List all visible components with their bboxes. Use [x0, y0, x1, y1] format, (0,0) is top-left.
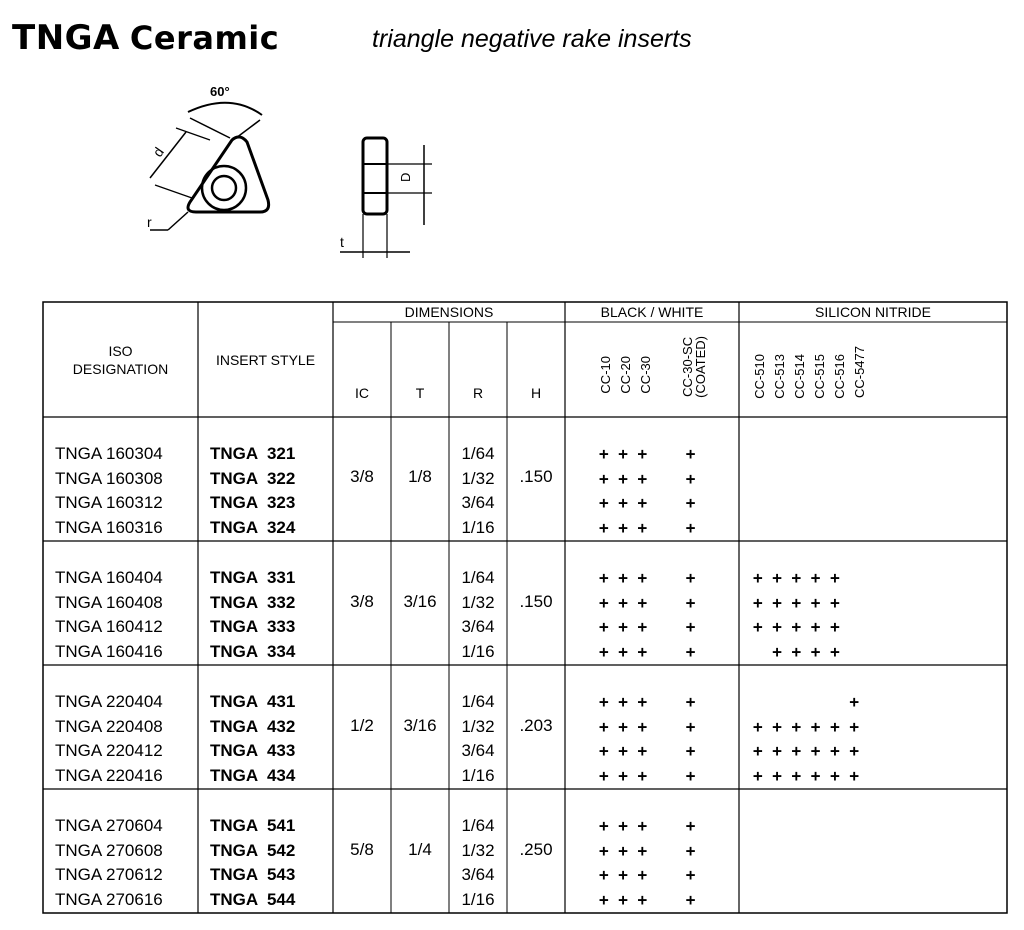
sn-availability: + + + + + — [753, 617, 840, 636]
insert-style: TNGA 432 — [210, 716, 296, 736]
sn-availability: + + + + + + — [753, 765, 859, 785]
t-value: 3/16 — [403, 592, 437, 611]
title-main: TNGA — [12, 18, 120, 58]
h-value: .150 — [519, 467, 553, 486]
col-iso-header: ISO DESIGNATION — [72, 343, 169, 377]
sn-availability: + + + + + + — [753, 716, 859, 736]
angle-label: 60° — [210, 84, 230, 99]
bw-availability: + + + + — [599, 468, 696, 488]
r-value: 1/64 — [461, 568, 495, 587]
bw-availability: + + + + — [599, 493, 696, 512]
insert-style: TNGA 333 — [210, 617, 296, 636]
sn-availability: + + + + — [753, 641, 840, 661]
h-value: .150 — [519, 592, 553, 611]
r-value: 1/16 — [461, 517, 495, 537]
bw-availability: + + + + — [599, 692, 696, 711]
bw-availability: + + + + — [599, 641, 696, 661]
insert-style: TNGA 542 — [210, 840, 296, 860]
insert-style: TNGA 544 — [210, 889, 296, 909]
insert-diagram — [0, 0, 1024, 300]
sn-availability: + + + + + — [753, 592, 840, 612]
r-label: r — [147, 214, 152, 230]
bw-grade-2: CC-20 — [618, 356, 633, 394]
col-h-header: H — [530, 385, 542, 401]
insert-style: TNGA 324 — [210, 517, 296, 537]
bw-availability: + + + + — [599, 865, 696, 884]
insert-style: TNGA 433 — [210, 741, 296, 760]
insert-style: TNGA 543 — [210, 865, 296, 884]
r-value: 1/32 — [461, 840, 495, 860]
insert-style: TNGA 431 — [210, 692, 296, 711]
insert-style: TNGA 434 — [210, 765, 296, 785]
page-subtitle: triangle negative rake inserts — [372, 25, 692, 53]
h-value: .203 — [519, 716, 553, 735]
iso-designation: TNGA 220408 — [55, 716, 163, 736]
bw-availability: + + + + — [599, 444, 696, 463]
insert-style: TNGA 331 — [210, 568, 296, 587]
iso-designation: TNGA 160308 — [55, 468, 163, 488]
col-t-header: T — [415, 385, 425, 401]
bw-availability: + + + + — [599, 741, 696, 760]
sn-grade-2: CC-513 — [772, 354, 787, 399]
col-style-header: INSERT STYLE — [215, 352, 316, 368]
bw-availability: + + + + — [599, 592, 696, 612]
t-value: 1/8 — [408, 467, 432, 486]
iso-designation: TNGA 160312 — [55, 493, 163, 512]
sn-grade-5: CC-516 — [832, 354, 847, 399]
bw-availability: + + + + — [599, 517, 696, 537]
insert-style: TNGA 334 — [210, 641, 296, 661]
ic-value: 1/2 — [350, 716, 374, 735]
D-label: D — [398, 172, 413, 182]
iso-designation: TNGA 270616 — [55, 889, 163, 909]
r-value: 1/32 — [461, 716, 495, 736]
bw-availability: + + + + — [599, 889, 696, 909]
sn-availability: + + + + + — [753, 568, 840, 587]
iso-designation: TNGA 160412 — [55, 617, 163, 636]
t-value: 1/4 — [408, 840, 432, 859]
sn-grade-1: CC-510 — [752, 354, 767, 399]
col-ic-header: IC — [355, 385, 369, 401]
iso-designation: TNGA 270612 — [55, 865, 163, 884]
r-value: 1/16 — [461, 889, 495, 909]
t-label: t — [340, 234, 344, 250]
triangle-insert-shape — [188, 137, 269, 212]
group-sn-header: SILICON NITRIDE — [815, 304, 931, 320]
bw-availability: + + + + — [599, 840, 696, 860]
iso-designation: TNGA 160408 — [55, 592, 163, 612]
group-bw-header: BLACK / WHITE — [600, 304, 704, 320]
bw-availability: + + + + — [599, 765, 696, 785]
ic-value: 3/8 — [350, 592, 374, 611]
iso-designation: TNGA 160316 — [55, 517, 163, 537]
insert-style: TNGA 323 — [210, 493, 296, 512]
h-value: .250 — [519, 840, 553, 859]
ic-value: 3/8 — [350, 467, 374, 486]
bw-grade-1: CC-10 — [598, 356, 613, 394]
r-value: 1/64 — [461, 444, 495, 463]
sn-availability: + + + + + + — [753, 741, 859, 760]
sn-availability: + — [753, 692, 859, 711]
iso-designation: TNGA 220404 — [55, 692, 163, 711]
insert-style: TNGA 541 — [210, 816, 296, 835]
insert-style: TNGA 332 — [210, 592, 296, 612]
bw-grade-4: CC-30-SC (COATED) — [680, 336, 708, 398]
bw-availability: + + + + — [599, 568, 696, 587]
iso-designation: TNGA 160304 — [55, 444, 163, 463]
sn-grade-4: CC-515 — [812, 354, 827, 399]
r-value: 1/32 — [461, 468, 495, 488]
group-dimensions-header: DIMENSIONS — [404, 304, 494, 320]
col-r-header: R — [472, 385, 484, 401]
insert-style: TNGA 322 — [210, 468, 296, 488]
r-value: 1/64 — [461, 692, 495, 711]
r-value: 1/32 — [461, 592, 495, 612]
iso-designation: TNGA 220416 — [55, 765, 163, 785]
r-value: 3/64 — [461, 741, 495, 760]
iso-designation: TNGA 220412 — [55, 741, 163, 760]
iso-designation: TNGA 270608 — [55, 840, 163, 860]
iso-designation: TNGA 270604 — [55, 816, 163, 835]
r-value: 3/64 — [461, 493, 495, 512]
insert-style: TNGA 321 — [210, 444, 296, 463]
d-label: d — [149, 144, 167, 160]
angle-arc — [188, 103, 262, 115]
bw-grade-3: CC-30 — [638, 356, 653, 394]
sn-grade-6: CC-5477 — [852, 346, 867, 399]
iso-designation: TNGA 160404 — [55, 568, 163, 587]
bw-availability: + + + + — [599, 816, 696, 835]
ic-value: 5/8 — [350, 840, 374, 859]
r-value: 1/16 — [461, 765, 495, 785]
bw-availability: + + + + — [599, 617, 696, 636]
r-value: 1/64 — [461, 816, 495, 835]
insert-hole-inner — [212, 176, 236, 200]
side-view-shape — [363, 138, 387, 214]
bw-availability: + + + + — [599, 716, 696, 736]
iso-designation: TNGA 160416 — [55, 641, 163, 661]
sn-grade-3: CC-514 — [792, 354, 807, 399]
r-value: 3/64 — [461, 865, 495, 884]
t-value: 3/16 — [403, 716, 437, 735]
r-value: 1/16 — [461, 641, 495, 661]
r-value: 3/64 — [461, 617, 495, 636]
insert-hole-outer — [202, 166, 246, 210]
title-sub: Ceramic — [129, 19, 280, 57]
